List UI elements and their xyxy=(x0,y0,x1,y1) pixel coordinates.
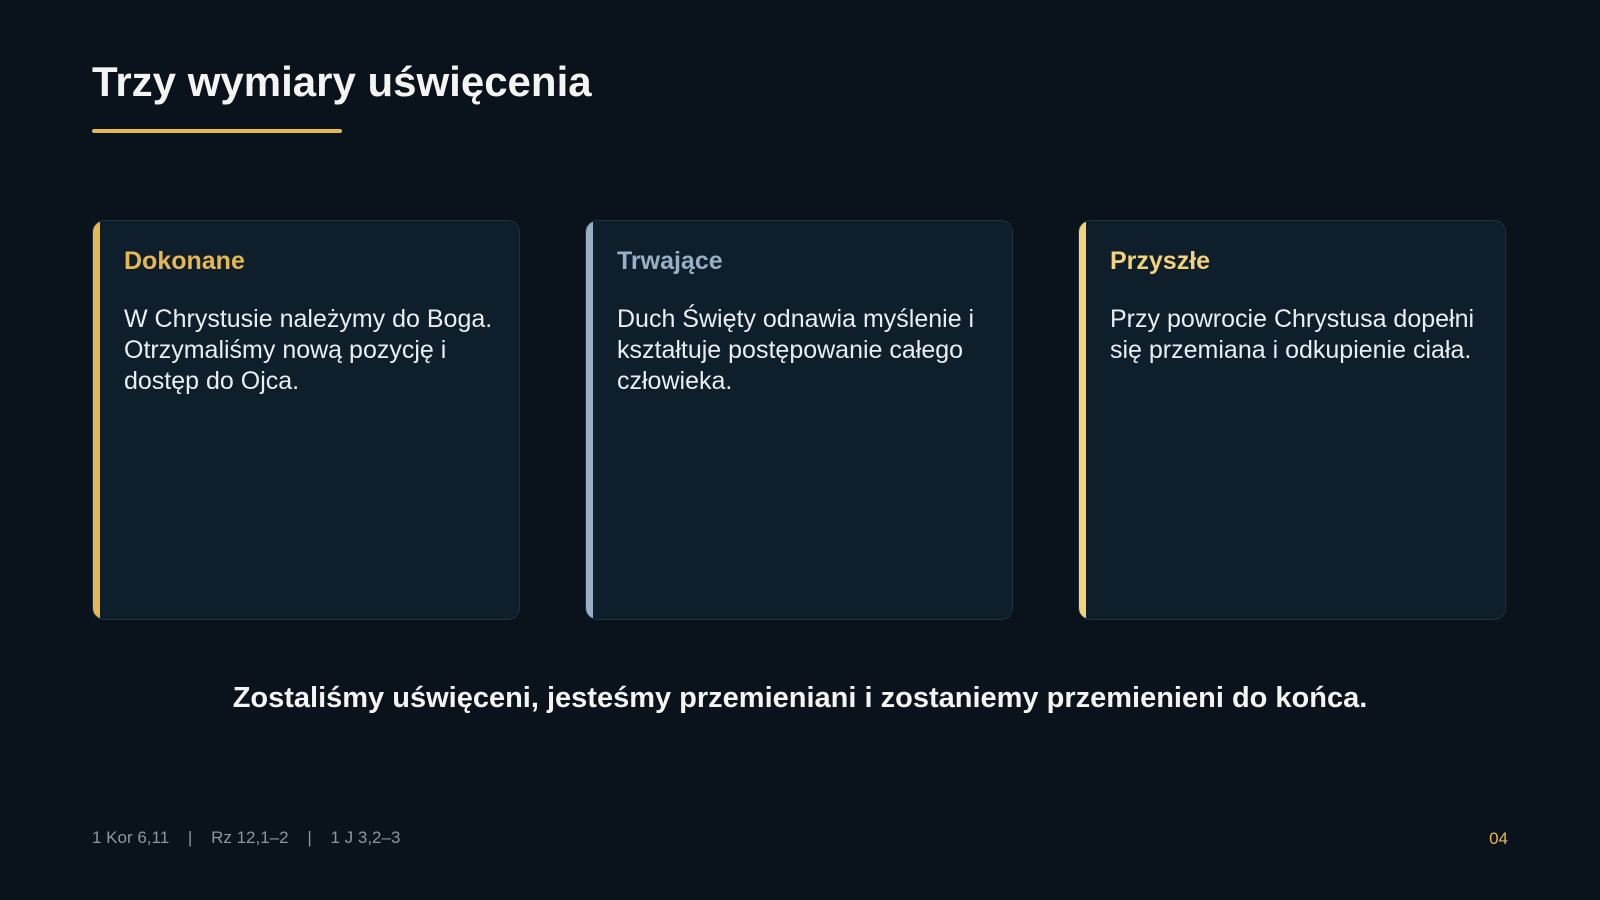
page-number: 04 xyxy=(1489,829,1508,848)
reference: 1 J 3,2–3 xyxy=(330,828,401,847)
reference: Rz 12,1–2 xyxy=(211,828,289,847)
card-body: Duch Święty odnawia myślenie i kształtuje postępowanie całego człowieka. xyxy=(617,305,975,395)
title-underline xyxy=(92,129,342,133)
reference: 1 Kor 6,11 xyxy=(92,828,170,847)
reference-separator: | xyxy=(187,828,193,847)
card-heading: Przyszłe xyxy=(1110,247,1211,275)
card-body: Przy powrocie Chrystusa dopełni się przemiana i odkupienie ciała. xyxy=(1110,305,1475,364)
card-dokonane xyxy=(92,220,520,620)
card-accent-bar xyxy=(586,221,593,619)
reference-separator: | xyxy=(307,828,312,847)
card-accent-bar xyxy=(1079,221,1086,619)
card-heading: Trwające xyxy=(617,247,723,275)
scripture-references xyxy=(92,828,400,848)
card-accent-bar xyxy=(93,221,100,619)
slide-title: Trzy wymiary uświęcenia xyxy=(92,58,592,105)
card-body: W Chrystusie należymy do Boga. Otrzymaliśmy nową pozycję i dostęp do Ojca. xyxy=(124,305,493,395)
summary-statement: Zostaliśmy uświęceni, jesteśmy przemieniani i zostaniemy przemienieni do końca. xyxy=(232,682,1368,714)
card-przyszle xyxy=(1078,220,1506,620)
card-heading: Dokonane xyxy=(124,247,245,275)
card-trwajace xyxy=(585,220,1013,620)
